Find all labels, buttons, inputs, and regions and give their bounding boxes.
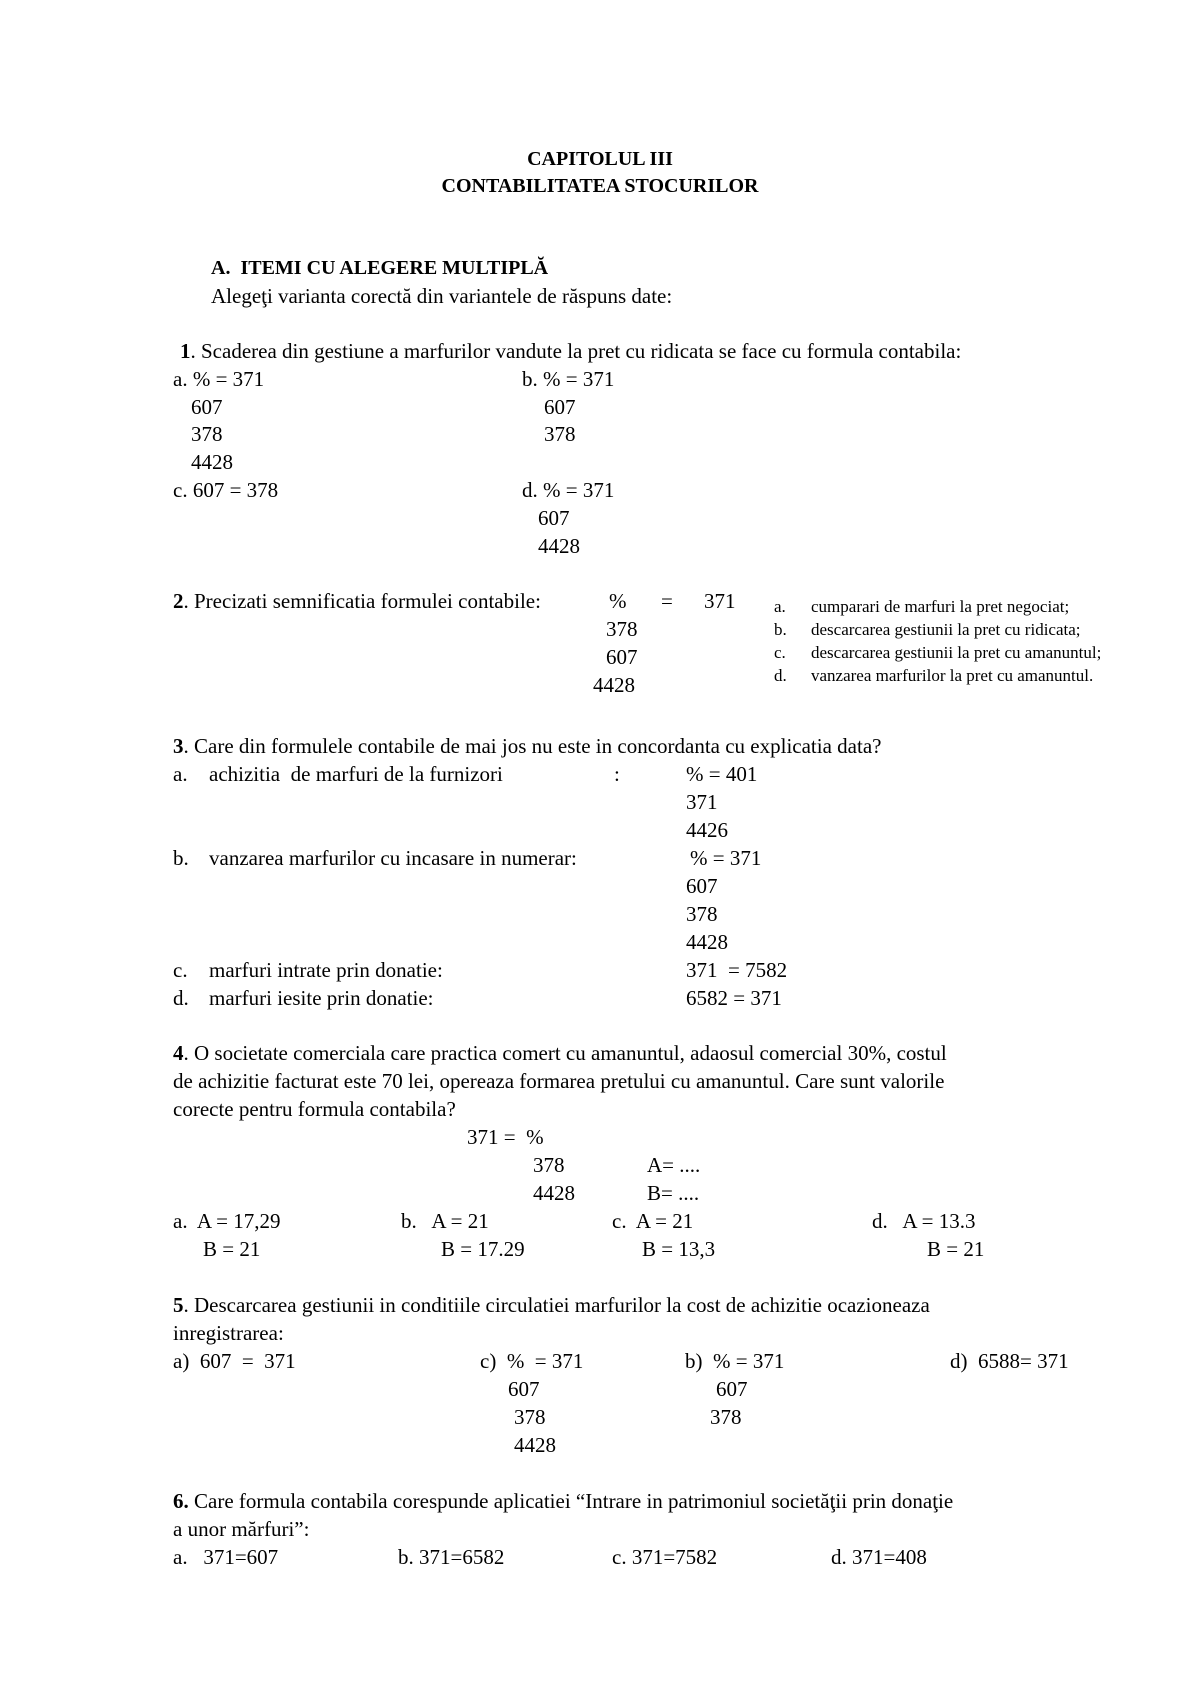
q2-formula-debit: 4428 bbox=[593, 673, 635, 697]
q4-option-line1: b. A = 21 bbox=[401, 1209, 489, 1233]
question-text: . Care din formulele contabile de mai jos nu este in concordanta cu explicatia data? bbox=[183, 734, 882, 758]
q3-formula-line: 378 bbox=[686, 902, 718, 926]
q3-option-text: marfuri intrate prin donatie: bbox=[209, 958, 443, 982]
question-text-line: corecte pentru formula contabila? bbox=[173, 1097, 456, 1121]
q1-option-b-head: b. % = 371 bbox=[522, 367, 615, 391]
q3-option-text: achizitia de marfuri de la furnizori bbox=[209, 762, 503, 786]
question-number: 1 bbox=[180, 339, 191, 363]
q5-option-b-head: b) % = 371 bbox=[685, 1349, 785, 1373]
q5-option-b-line: 378 bbox=[710, 1405, 742, 1429]
q2-option-letter: b. bbox=[774, 620, 787, 639]
q5-option-b-line: 607 bbox=[716, 1377, 748, 1401]
q3-option-text: marfuri iesite prin donatie: bbox=[209, 986, 434, 1010]
question-number: 3 bbox=[173, 734, 184, 758]
question-4 bbox=[173, 1043, 947, 1064]
q3-option-letter: b. bbox=[173, 846, 189, 870]
question-6 bbox=[173, 1491, 953, 1512]
q5-option-c-line: 4428 bbox=[514, 1433, 556, 1457]
q1-option-a-head: a. % = 371 bbox=[173, 367, 265, 391]
question-text: Care formula contabila corespunde aplicatiei “Intrare in patrimoniul societăţii prin donaţie bbox=[188, 1489, 954, 1513]
question-number: 2 bbox=[173, 589, 184, 613]
q3-option-letter: c. bbox=[173, 958, 188, 982]
q4-formula-head: 371 = % bbox=[467, 1125, 544, 1149]
q3-formula-head: 6582 = 371 bbox=[686, 986, 782, 1010]
q4-option-line1: c. A = 21 bbox=[612, 1209, 694, 1233]
q1-option-d-line: 607 bbox=[538, 506, 570, 530]
q3-option-colon: : bbox=[614, 762, 620, 786]
q1-option-c: c. 607 = 378 bbox=[173, 478, 279, 502]
question-3 bbox=[173, 736, 881, 757]
q3-option-letter: d. bbox=[173, 986, 189, 1010]
q4-formula-b-value: B= .... bbox=[647, 1181, 700, 1205]
q4-formula-a-value: A= .... bbox=[647, 1153, 701, 1177]
q3-option-text: vanzarea marfurilor cu incasare in numerar: bbox=[209, 846, 577, 870]
q6-option: a. 371=607 bbox=[173, 1545, 279, 1569]
q4-option-line2: B = 21 bbox=[203, 1237, 261, 1261]
question-1 bbox=[180, 341, 961, 362]
question-text: . Descarcarea gestiunii in conditiile circulatiei marfurilor la cost de achizitie ocazioneaza bbox=[183, 1293, 930, 1317]
q5-option-a: a) 607 = 371 bbox=[173, 1349, 296, 1373]
question-text-line: de achizitie facturat este 70 lei, opereaza formarea pretului cu amanuntul. Care sunt valorile bbox=[173, 1069, 945, 1093]
q2-option-letter: d. bbox=[774, 666, 787, 685]
chapter-label: CAPITOLUL III bbox=[527, 148, 673, 170]
q2-formula-credit: 371 bbox=[704, 589, 736, 613]
q3-formula-head: % = 401 bbox=[686, 762, 758, 786]
q4-option-line1: a. A = 17,29 bbox=[173, 1209, 281, 1233]
q4-option-line2: B = 17.29 bbox=[441, 1237, 525, 1261]
q1-option-d-line: 4428 bbox=[538, 534, 580, 558]
q2-option-text: descarcarea gestiunii la pret cu amanuntul; bbox=[811, 643, 1102, 662]
q1-option-a-line: 4428 bbox=[191, 450, 233, 474]
q4-formula-line: 4428 bbox=[533, 1181, 575, 1205]
q3-option-letter: a. bbox=[173, 762, 188, 786]
q3-formula-line: 371 bbox=[686, 790, 718, 814]
section-heading: A. ITEMI CU ALEGERE MULTIPLĂ bbox=[211, 257, 549, 279]
question-2 bbox=[173, 591, 541, 612]
q3-formula-head: % = 371 bbox=[690, 846, 762, 870]
question-text: . O societate comerciala care practica comert cu amanuntul, adaosul comercial 30%, costul bbox=[183, 1041, 947, 1065]
q2-formula-percent: % bbox=[609, 589, 627, 613]
section-instruction: Alegeţi varianta corectă din variantele de răspuns date: bbox=[211, 284, 673, 308]
question-text: . Precizati semnificatia formulei contabile: bbox=[183, 589, 541, 613]
q3-formula-line: 4428 bbox=[686, 930, 728, 954]
q1-option-b-line: 378 bbox=[544, 422, 576, 446]
q2-formula-debit: 607 bbox=[606, 645, 638, 669]
question-number: 5 bbox=[173, 1293, 184, 1317]
question-5 bbox=[173, 1295, 930, 1316]
q6-option: b. 371=6582 bbox=[398, 1545, 505, 1569]
chapter-title: CONTABILITATEA STOCURILOR bbox=[441, 175, 759, 197]
q2-option-letter: a. bbox=[774, 597, 786, 616]
question-number: 6. bbox=[173, 1489, 189, 1513]
q1-option-a-line: 607 bbox=[191, 395, 223, 419]
q5-option-c-line: 378 bbox=[514, 1405, 546, 1429]
q3-formula-head: 371 = 7582 bbox=[686, 958, 788, 982]
q5-option-c-line: 607 bbox=[508, 1377, 540, 1401]
q4-option-line2: B = 13,3 bbox=[642, 1237, 716, 1261]
question-text-line: inregistrarea: bbox=[173, 1321, 284, 1345]
q5-option-c-head: c) % = 371 bbox=[480, 1349, 584, 1373]
q1-option-d-head: d. % = 371 bbox=[522, 478, 615, 502]
q2-option-letter: c. bbox=[774, 643, 786, 662]
q1-option-a-line: 378 bbox=[191, 422, 223, 446]
question-number: 4 bbox=[173, 1041, 184, 1065]
q2-option-text: cumparari de marfuri la pret negociat; bbox=[811, 597, 1070, 616]
q2-option-text: descarcarea gestiunii la pret cu ridicata; bbox=[811, 620, 1081, 639]
question-text: . Scaderea din gestiune a marfurilor vandute la pret cu ridicata se face cu formula contabila: bbox=[190, 339, 962, 363]
q6-option: d. 371=408 bbox=[831, 1545, 927, 1569]
q4-option-line2: B = 21 bbox=[927, 1237, 985, 1261]
q2-formula-equals: = bbox=[661, 589, 673, 613]
q3-formula-line: 607 bbox=[686, 874, 718, 898]
question-text-line: a unor mărfuri”: bbox=[173, 1517, 310, 1541]
q5-option-d: d) 6588= 371 bbox=[950, 1349, 1069, 1373]
q2-formula-debit: 378 bbox=[606, 617, 638, 641]
q4-formula-line: 378 bbox=[533, 1153, 565, 1177]
q6-option: c. 371=7582 bbox=[612, 1545, 718, 1569]
q3-formula-line: 4426 bbox=[686, 818, 728, 842]
q4-option-line1: d. A = 13.3 bbox=[872, 1209, 976, 1233]
q2-option-text: vanzarea marfurilor la pret cu amanuntul. bbox=[811, 666, 1094, 685]
q1-option-b-line: 607 bbox=[544, 395, 576, 419]
